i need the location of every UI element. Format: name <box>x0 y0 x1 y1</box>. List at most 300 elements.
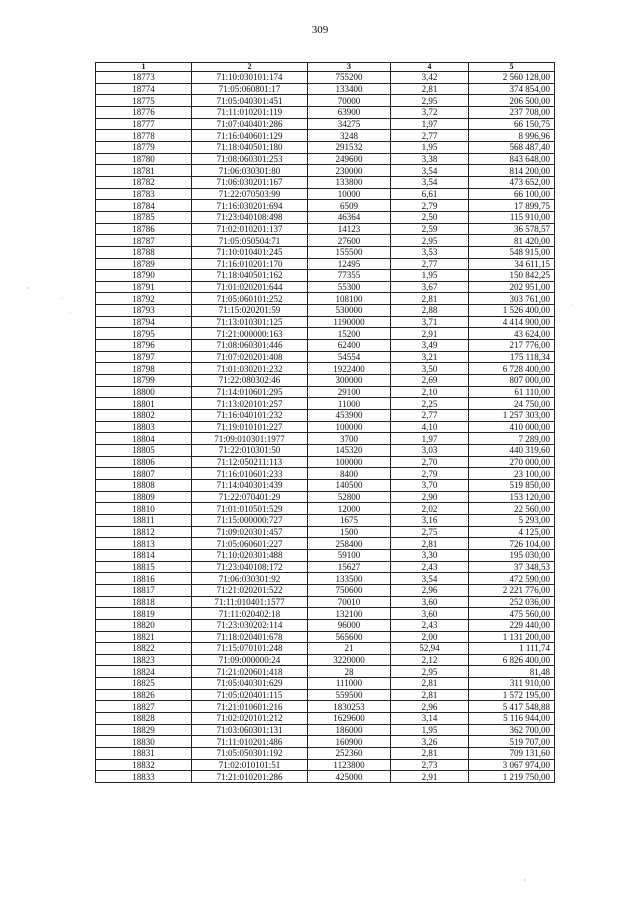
table-cell: 133800 <box>308 176 391 188</box>
table-cell: 18776 <box>96 106 192 118</box>
table-cell: 18796 <box>96 340 192 352</box>
table-row <box>96 386 555 398</box>
table-cell: 71:09:000000:24 <box>192 654 308 666</box>
table-cell: 18825 <box>96 678 192 690</box>
table-cell: 5 293,00 <box>469 514 555 526</box>
table-cell: 18809 <box>96 491 192 503</box>
table-cell: 2,79 <box>391 468 469 480</box>
table-cell: 71:22:070503:99 <box>192 188 308 200</box>
table-cell: 2,70 <box>391 456 469 468</box>
table-row <box>96 410 555 422</box>
table-cell: 202 951,00 <box>469 281 555 293</box>
table-cell: 18822 <box>96 643 192 655</box>
table-cell: 71:21:010601:216 <box>192 701 308 713</box>
table-cell: 18780 <box>96 153 192 165</box>
table-cell: 18831 <box>96 748 192 760</box>
table-cell: 18791 <box>96 281 192 293</box>
table-row <box>96 188 555 200</box>
table-row <box>96 433 555 445</box>
table-cell: 150 842,25 <box>469 270 555 282</box>
table-cell: 2,91 <box>391 771 469 783</box>
table-cell: 2,00 <box>391 631 469 643</box>
table-cell: 15200 <box>308 328 391 340</box>
table-cell: 36 578,57 <box>469 223 555 235</box>
table-row <box>96 584 555 596</box>
table-cell: 18811 <box>96 514 192 526</box>
table-cell: 12495 <box>308 258 391 270</box>
table-cell: 18800 <box>96 386 192 398</box>
table-cell: 2,88 <box>391 305 469 317</box>
table-row <box>96 281 555 293</box>
table-cell: 2,77 <box>391 410 469 422</box>
table-cell: 71:22:070401:29 <box>192 491 308 503</box>
table-cell: 18797 <box>96 351 192 363</box>
table-cell: 237 708,00 <box>469 106 555 118</box>
table-row <box>96 106 555 118</box>
table-row <box>96 421 555 433</box>
table-cell: 71:08:060301:446 <box>192 340 308 352</box>
table-cell: 145320 <box>308 445 391 457</box>
table-row <box>96 176 555 188</box>
table-cell: 71:02:010201:137 <box>192 223 308 235</box>
table-row <box>96 130 555 142</box>
table-cell: 1500 <box>308 526 391 538</box>
table-cell: 1 257 303,00 <box>469 410 555 422</box>
table-row <box>96 759 555 771</box>
table-row <box>96 363 555 375</box>
table-cell: 71:15:070101:248 <box>192 643 308 655</box>
table-cell: 1,95 <box>391 270 469 282</box>
table-cell: 807 000,00 <box>469 375 555 387</box>
table-cell: 750600 <box>308 584 391 596</box>
table-cell: 71:18:040501:162 <box>192 270 308 282</box>
table-row <box>96 608 555 620</box>
table-cell: 63900 <box>308 106 391 118</box>
table-row <box>96 351 555 363</box>
table-row <box>96 736 555 748</box>
table-cell: 140500 <box>308 479 391 491</box>
table-cell: 18823 <box>96 654 192 666</box>
table-cell: 2,81 <box>391 293 469 305</box>
table-cell: 3,54 <box>391 573 469 585</box>
table-cell: 4 125,00 <box>469 526 555 538</box>
table-cell: 22 560,00 <box>469 503 555 515</box>
table-cell: 34 611,15 <box>469 258 555 270</box>
table-cell: 18818 <box>96 596 192 608</box>
table-cell: 18794 <box>96 316 192 328</box>
table-cell: 410 000,00 <box>469 421 555 433</box>
table-row <box>96 701 555 713</box>
column-header: 3 <box>308 63 391 72</box>
table-cell: 21 <box>308 643 391 655</box>
table-cell: 18789 <box>96 258 192 270</box>
table-cell: 217 776,00 <box>469 340 555 352</box>
table-cell: 133500 <box>308 573 391 585</box>
table-cell: 71:16:040101:232 <box>192 410 308 422</box>
table-cell: 18810 <box>96 503 192 515</box>
table-cell: 55300 <box>308 281 391 293</box>
table-cell: 71:16:040601:129 <box>192 130 308 142</box>
table-cell: 96000 <box>308 619 391 631</box>
table-row <box>96 654 555 666</box>
table-row <box>96 456 555 468</box>
column-header: 5 <box>469 63 555 72</box>
table-cell: 2,10 <box>391 386 469 398</box>
table-row <box>96 223 555 235</box>
table-cell: 71:07:020201:408 <box>192 351 308 363</box>
table-cell: 12000 <box>308 503 391 515</box>
table-cell: 71:15:020201:59 <box>192 305 308 317</box>
table-row <box>96 713 555 725</box>
table-cell: 17 899,75 <box>469 200 555 212</box>
table-cell: 206 500,00 <box>469 95 555 107</box>
table-cell: 18829 <box>96 724 192 736</box>
table-cell: 71:01:010501:529 <box>192 503 308 515</box>
table-cell: 2,81 <box>391 83 469 95</box>
table-row <box>96 165 555 177</box>
table-cell: 5 417 548,88 <box>469 701 555 713</box>
table-cell: 18824 <box>96 666 192 678</box>
table-cell: 77355 <box>308 270 391 282</box>
table-cell: 18804 <box>96 433 192 445</box>
table-cell: 2,43 <box>391 561 469 573</box>
table-cell: 3,54 <box>391 165 469 177</box>
table-cell: 2,81 <box>391 538 469 550</box>
table-cell: 3,60 <box>391 596 469 608</box>
table-cell: 814 200,00 <box>469 165 555 177</box>
table-cell: 71:08:060301:253 <box>192 153 308 165</box>
table-cell: 54554 <box>308 351 391 363</box>
table-cell: 28 <box>308 666 391 678</box>
table-cell: 2,81 <box>391 678 469 690</box>
table-row <box>96 200 555 212</box>
table-cell: 843 648,00 <box>469 153 555 165</box>
table-cell: 71:07:040401:286 <box>192 118 308 130</box>
table-cell: 71:19:010101:227 <box>192 421 308 433</box>
table-cell: 71:11:010201:486 <box>192 736 308 748</box>
table-cell: 3,16 <box>391 514 469 526</box>
table-cell: 18777 <box>96 118 192 130</box>
table-row <box>96 72 555 84</box>
table-cell: 18816 <box>96 573 192 585</box>
table-cell: 71:15:000000:727 <box>192 514 308 526</box>
table-cell: 559500 <box>308 689 391 701</box>
table-cell: 2 221 776,00 <box>469 584 555 596</box>
table-cell: 81,48 <box>469 666 555 678</box>
table-cell: 71:23:040108:172 <box>192 561 308 573</box>
table-cell: 71:11:010201:119 <box>192 106 308 118</box>
table-cell: 2,91 <box>391 328 469 340</box>
table-row <box>96 153 555 165</box>
table-cell: 18787 <box>96 235 192 247</box>
table-cell: 70000 <box>308 95 391 107</box>
table-cell: 6509 <box>308 200 391 212</box>
table-cell: 6 728 400,00 <box>469 363 555 375</box>
table-cell: 108100 <box>308 293 391 305</box>
table-cell: 252 036,00 <box>469 596 555 608</box>
table-cell: 565600 <box>308 631 391 643</box>
table-cell: 71:13:010301:125 <box>192 316 308 328</box>
table-cell: 100000 <box>308 456 391 468</box>
table-cell: 71:06:030301:80 <box>192 165 308 177</box>
table-cell: 18819 <box>96 608 192 620</box>
table-cell: 473 652,00 <box>469 176 555 188</box>
table-cell: 61 110,00 <box>469 386 555 398</box>
table-cell: 8400 <box>308 468 391 480</box>
table-cell: 2,02 <box>391 503 469 515</box>
table-row <box>96 503 555 515</box>
table-cell: 1 131 200,00 <box>469 631 555 643</box>
table-cell: 2,59 <box>391 223 469 235</box>
table-cell: 71:16:010201:170 <box>192 258 308 270</box>
table-row <box>96 235 555 247</box>
table-cell: 71:10:030101:174 <box>192 72 308 84</box>
table-cell: 71:23:030202:114 <box>192 619 308 631</box>
table-cell: 252360 <box>308 748 391 760</box>
table-cell: 59100 <box>308 549 391 561</box>
column-header: 4 <box>391 63 469 72</box>
table-cell: 3,21 <box>391 351 469 363</box>
table-cell: 18792 <box>96 293 192 305</box>
table-cell: 10000 <box>308 188 391 200</box>
table-cell: 71:05:040301:629 <box>192 678 308 690</box>
table-cell: 1 111,74 <box>469 643 555 655</box>
table-cell: 475 560,00 <box>469 608 555 620</box>
table-cell: 132100 <box>308 608 391 620</box>
table-cell: 153 120,00 <box>469 491 555 503</box>
table-cell: 1922400 <box>308 363 391 375</box>
table-cell: 71:06:030301:92 <box>192 573 308 585</box>
table-row <box>96 246 555 258</box>
table-cell: 23 100,00 <box>469 468 555 480</box>
table-cell: 18774 <box>96 83 192 95</box>
table-cell: 18793 <box>96 305 192 317</box>
table-cell: 18830 <box>96 736 192 748</box>
table-cell: 3,38 <box>391 153 469 165</box>
table-cell: 18778 <box>96 130 192 142</box>
table-cell: 18784 <box>96 200 192 212</box>
table-cell: 18833 <box>96 771 192 783</box>
table-cell: 18782 <box>96 176 192 188</box>
table-cell: 71:02:010101:51 <box>192 759 308 771</box>
table-row <box>96 538 555 550</box>
table-row <box>96 270 555 282</box>
table-row <box>96 83 555 95</box>
table-cell: 6,61 <box>391 188 469 200</box>
table-cell: 3,50 <box>391 363 469 375</box>
table-cell: 18790 <box>96 270 192 282</box>
table-cell: 71:11:020402:18 <box>192 608 308 620</box>
table-cell: 3,30 <box>391 549 469 561</box>
table-cell: 71:23:040108:498 <box>192 211 308 223</box>
table-cell: 568 487,40 <box>469 141 555 153</box>
table-cell: 18773 <box>96 72 192 84</box>
table-cell: 27600 <box>308 235 391 247</box>
table-cell: 2,79 <box>391 200 469 212</box>
table-cell: 425000 <box>308 771 391 783</box>
table-cell: 4 414 900,00 <box>469 316 555 328</box>
table-cell: 71:16:010601:233 <box>192 468 308 480</box>
table-cell: 374 854,00 <box>469 83 555 95</box>
table-cell: 2,77 <box>391 130 469 142</box>
table-cell: 2,75 <box>391 526 469 538</box>
table-cell: 43 624,00 <box>469 328 555 340</box>
table-cell: 71:10:010401:245 <box>192 246 308 258</box>
table-cell: 1 219 750,00 <box>469 771 555 783</box>
table-cell: 270 000,00 <box>469 456 555 468</box>
table-row <box>96 549 555 561</box>
table-cell: 3,03 <box>391 445 469 457</box>
table-cell: 71:22:010301:50 <box>192 445 308 457</box>
table-cell: 18801 <box>96 398 192 410</box>
table-row <box>96 340 555 352</box>
table-row <box>96 526 555 538</box>
table-cell: 18817 <box>96 584 192 596</box>
table-cell: 7 289,00 <box>469 433 555 445</box>
table-cell: 46364 <box>308 211 391 223</box>
table-row <box>96 375 555 387</box>
table-cell: 18779 <box>96 141 192 153</box>
table-cell: 70010 <box>308 596 391 608</box>
table-cell: 8 996,96 <box>469 130 555 142</box>
table-row <box>96 573 555 585</box>
table-row <box>96 95 555 107</box>
column-header: 1 <box>96 63 192 72</box>
table-cell: 3,60 <box>391 608 469 620</box>
table-cell: 18820 <box>96 619 192 631</box>
table-row <box>96 678 555 690</box>
table-cell: 71:06:030201:167 <box>192 176 308 188</box>
table-cell: 71:01:020201:644 <box>192 281 308 293</box>
table-row <box>96 643 555 655</box>
table-cell: 6 826 400,00 <box>469 654 555 666</box>
table-row <box>96 748 555 760</box>
table-cell: 519 707,00 <box>469 736 555 748</box>
table-cell: 1830253 <box>308 701 391 713</box>
table-cell: 29100 <box>308 386 391 398</box>
page-number: 309 <box>311 24 329 36</box>
table-cell: 362 700,00 <box>469 724 555 736</box>
table-cell: 2,25 <box>391 398 469 410</box>
table-cell: 2,81 <box>391 748 469 760</box>
table-cell: 71:05:020401:115 <box>192 689 308 701</box>
table-cell: 24 750,00 <box>469 398 555 410</box>
table-cell: 3 067 974,00 <box>469 759 555 771</box>
table-cell: 71:16:030201:694 <box>192 200 308 212</box>
table-cell: 1 572 195,00 <box>469 689 555 701</box>
table-cell: 18808 <box>96 479 192 491</box>
table-row <box>96 771 555 783</box>
table-cell: 440 319,60 <box>469 445 555 457</box>
table-cell: 195 030,00 <box>469 549 555 561</box>
table-cell: 71:21:020201:522 <box>192 584 308 596</box>
table-cell: 71:09:010301:1977 <box>192 433 308 445</box>
table-cell: 52,94 <box>391 643 469 655</box>
table-cell: 1,95 <box>391 724 469 736</box>
table-cell: 155500 <box>308 246 391 258</box>
table-cell: 3,49 <box>391 340 469 352</box>
table-cell: 530000 <box>308 305 391 317</box>
table-cell: 3,67 <box>391 281 469 293</box>
table-cell: 291532 <box>308 141 391 153</box>
table-cell: 18786 <box>96 223 192 235</box>
table-row <box>96 293 555 305</box>
table-cell: 100000 <box>308 421 391 433</box>
table-cell: 2 560 128,00 <box>469 72 555 84</box>
table-cell: 709 131,60 <box>469 748 555 760</box>
table-cell: 115 910,00 <box>469 211 555 223</box>
table-cell: 2,96 <box>391 584 469 596</box>
table-cell: 18806 <box>96 456 192 468</box>
table-cell: 1,97 <box>391 118 469 130</box>
table-cell: 71:18:020401:678 <box>192 631 308 643</box>
table-cell: 18828 <box>96 713 192 725</box>
table-cell: 62400 <box>308 340 391 352</box>
table-cell: 726 104,00 <box>469 538 555 550</box>
table-cell: 71:10:020301:488 <box>192 549 308 561</box>
table-row <box>96 689 555 701</box>
table-cell: 18795 <box>96 328 192 340</box>
table-cell: 229 440,00 <box>469 619 555 631</box>
table-cell: 111000 <box>308 678 391 690</box>
table-cell: 5 116 944,00 <box>469 713 555 725</box>
table-cell: 3248 <box>308 130 391 142</box>
table-cell: 18807 <box>96 468 192 480</box>
table-cell: 18803 <box>96 421 192 433</box>
table-cell: 71:05:060601:227 <box>192 538 308 550</box>
table-cell: 71:09:020301:457 <box>192 526 308 538</box>
table-cell: 4,10 <box>391 421 469 433</box>
table-cell: 249600 <box>308 153 391 165</box>
table-cell: 18827 <box>96 701 192 713</box>
table-cell: 66 150,75 <box>469 118 555 130</box>
table-row <box>96 328 555 340</box>
table-cell: 18781 <box>96 165 192 177</box>
table-cell: 175 118,34 <box>469 351 555 363</box>
table-row <box>96 491 555 503</box>
table-cell: 71:05:050301:192 <box>192 748 308 760</box>
table-cell: 71:13:020101:257 <box>192 398 308 410</box>
table-cell: 2,81 <box>391 689 469 701</box>
table-cell: 66 100,00 <box>469 188 555 200</box>
table-cell: 71:18:040501:180 <box>192 141 308 153</box>
table-cell: 2,73 <box>391 759 469 771</box>
table-cell: 18802 <box>96 410 192 422</box>
table-cell: 71:05:060101:252 <box>192 293 308 305</box>
table-cell: 3,71 <box>391 316 469 328</box>
table-cell: 14123 <box>308 223 391 235</box>
table-row <box>96 514 555 526</box>
table-cell: 2,96 <box>391 701 469 713</box>
table-cell: 71:11:010401:1577 <box>192 596 308 608</box>
table-cell: 18812 <box>96 526 192 538</box>
table-cell: 18814 <box>96 549 192 561</box>
table-cell: 52800 <box>308 491 391 503</box>
table-row <box>96 479 555 491</box>
table-row <box>96 666 555 678</box>
table-cell: 71:05:050504:71 <box>192 235 308 247</box>
table-row <box>96 596 555 608</box>
table-cell: 2,43 <box>391 619 469 631</box>
column-header: 2 <box>192 63 308 72</box>
table-cell: 755200 <box>308 72 391 84</box>
table-cell: 71:12:050211:113 <box>192 456 308 468</box>
table-cell: 18775 <box>96 95 192 107</box>
table-row <box>96 305 555 317</box>
table-cell: 2,95 <box>391 95 469 107</box>
table-row <box>96 631 555 643</box>
table-cell: 11000 <box>308 398 391 410</box>
